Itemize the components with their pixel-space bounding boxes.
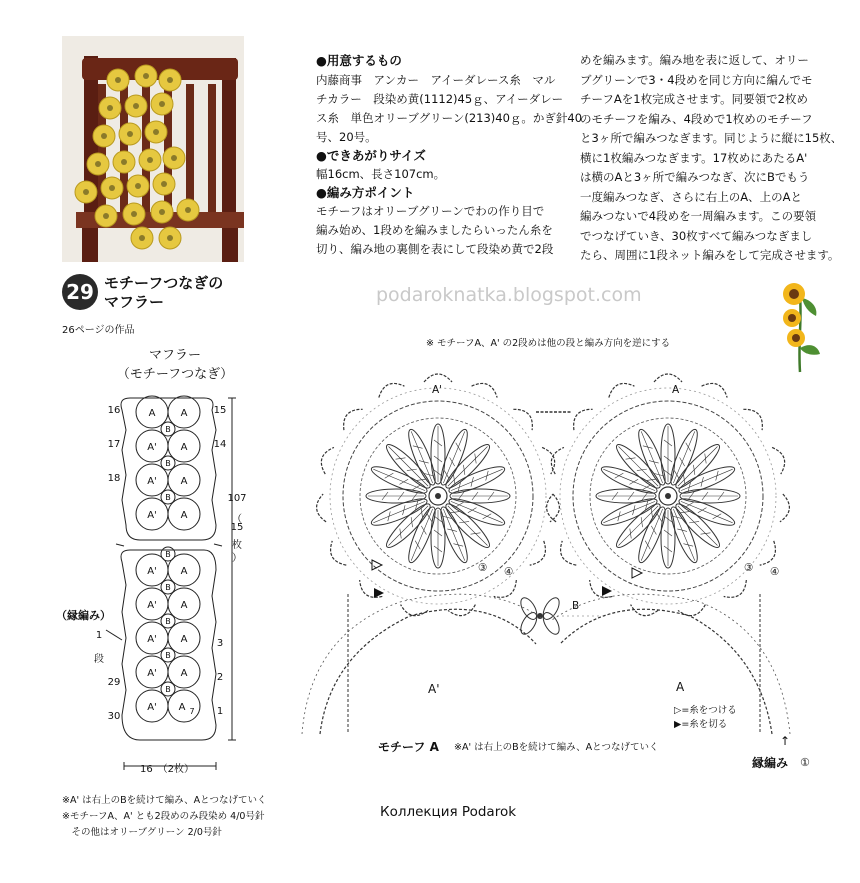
materials-line-2: チカラー 段染め黄(1112)45ｇ、アイーダレー xyxy=(316,92,564,106)
motif-label: B xyxy=(165,685,171,694)
points-col2-line: でつなげていき、30枚すべて編みつなぎまし xyxy=(580,228,813,243)
motif-label: B xyxy=(165,493,171,502)
points-heading: ●編み方ポイント xyxy=(316,185,415,200)
points-col2-line: は横のAと3ヶ所で編みつなぎ、次にBでもう xyxy=(580,170,810,184)
motif-label: A xyxy=(180,510,188,521)
chair-scarf-illustration xyxy=(62,36,244,262)
motif-label: 7 xyxy=(189,707,195,716)
length-count-unit: 枚 xyxy=(232,540,242,551)
width-dimension: 16 （2枚） xyxy=(139,764,195,775)
motif-label: B xyxy=(165,550,171,559)
motif-label: A' xyxy=(147,442,157,453)
points-col2-line: チーフAを1枚完成させます。同要領で2枚め xyxy=(580,92,809,106)
motif-label: A' xyxy=(147,702,157,713)
points-col2-line: めを編みます。編み地を表に返して、オリー xyxy=(580,53,809,67)
motif-number: 14 xyxy=(213,439,227,450)
edging-round: ① xyxy=(800,756,810,769)
motif-label: A xyxy=(180,566,188,577)
points-line-1: モチーフはオリーブグリーンでわの作り目で xyxy=(316,204,545,218)
collection-caption: Коллекция Podarok xyxy=(380,804,517,820)
points-column-2 xyxy=(580,51,842,266)
length-count-value: 15 xyxy=(230,522,244,533)
attach-yarn-icon: ▷ xyxy=(674,705,682,716)
length-count-close: ） xyxy=(232,553,242,564)
points-col2-line: 横に1枚編みつなぎます。17枚めにあたるA' xyxy=(580,150,808,165)
motif-label: A' xyxy=(147,634,157,645)
scarf-photo xyxy=(62,36,244,262)
materials-line-4: 号、20号。 xyxy=(316,130,377,144)
size-heading: ●できあがりサイズ xyxy=(316,148,426,163)
points-col2-line: と3ヶ所で編みつなぎます。同じように縦に15枚、 xyxy=(580,131,843,145)
chart-label-a-prime: A' xyxy=(432,384,443,396)
pattern-title-line-2: マフラー xyxy=(104,293,165,311)
motif-label: A' xyxy=(147,668,157,679)
motif-number: 17 xyxy=(107,439,121,450)
pattern-title-line-1: モチーフつなぎの xyxy=(104,274,224,292)
motif-label: B xyxy=(165,583,171,592)
layout-title-line-1: マフラー xyxy=(148,348,201,363)
motif-label: A' xyxy=(147,600,157,611)
motif-label: A xyxy=(180,634,188,645)
round-4-marker: ④ xyxy=(504,566,514,578)
points-col2-line: 編みつないで4段めを一周編みます。この要領 xyxy=(580,209,817,223)
points-col2-line: 一度編みつなぎ、さらに右上のA、上のAと xyxy=(580,189,803,204)
points-line-2: 編み始め、1段めを編みましたらいったん糸を xyxy=(316,223,553,237)
motif-number: 18 xyxy=(107,473,121,484)
motif-a-prime-chart xyxy=(315,374,561,618)
round-3-marker: ③ xyxy=(478,562,488,574)
edging-label: （縁編み） xyxy=(56,609,111,622)
motif-label: A xyxy=(178,702,186,713)
length-dimension: 107 xyxy=(227,493,247,504)
materials-heading: ●用意するもの xyxy=(316,53,402,68)
footnote-3: その他はオリーブグリーン 2/0号針 xyxy=(62,827,222,838)
motif-label: B xyxy=(165,617,171,626)
motif-number: 29 xyxy=(107,677,121,688)
layout-title-line-2: （モチーフつなぎ） xyxy=(116,367,234,382)
length-count-open: （ xyxy=(232,514,242,525)
points-line-3: 切り、編み地の裏側を表にして段染め黄で2段 xyxy=(316,242,554,256)
motif-label: B xyxy=(165,425,171,434)
round-3-marker: ③ xyxy=(744,562,754,574)
motif-number: 16 xyxy=(107,405,121,416)
round-4-marker: ④ xyxy=(770,566,780,578)
motif-number: 1 xyxy=(216,706,224,717)
lower-label-a-prime: A' xyxy=(428,682,440,696)
page-reference: 26ページの作品 xyxy=(62,325,135,336)
materials-line-1: 内藤商事 アンカー アイーダレース糸 マル xyxy=(316,73,556,87)
scarf-layout-diagram xyxy=(56,380,276,790)
chart-label-a: A xyxy=(672,384,680,396)
edging-title: 縁編み xyxy=(752,756,789,770)
legend-cut: ▶=糸を切る xyxy=(674,719,728,730)
motif-label: B xyxy=(165,459,171,468)
motif-label: A xyxy=(180,600,188,611)
motif-label: A xyxy=(180,668,188,679)
motif-b-chart xyxy=(518,595,600,637)
motif-label: モチーフ A xyxy=(378,740,439,754)
legend-attach: ▷=糸をつける xyxy=(674,705,737,716)
motif-label: B xyxy=(165,651,171,660)
motif-label: A' xyxy=(147,476,157,487)
footnote-2: ※モチーフA、A' とも2段めのみ段染め 4/0号針 xyxy=(62,811,265,822)
motif-note: ※A' は右上のBを続けて編み、Aとつなげていく xyxy=(454,742,659,753)
edging-arrow-icon: ↑ xyxy=(780,734,791,748)
motif-number: 3 xyxy=(216,638,224,649)
watermark: podaroknatka.blogspot.com xyxy=(376,284,642,306)
motif-label: A xyxy=(180,476,188,487)
points-col2-line: のモチーフを編み、4段めで1枚めのモチーフ xyxy=(580,111,813,126)
materials-line-3: ス糸 単色オリーブグリーン(213)40ｇ。かぎ針40 xyxy=(316,111,583,125)
chart-top-note: ※ モチーフA、A' の2段めは他の段と編み方向を逆にする xyxy=(426,338,671,349)
motif-label: A' xyxy=(147,566,157,577)
footnote-1: ※A' は右上のBを続けて編み、Aとつなげていく xyxy=(62,795,267,806)
pattern-number-badge: 29 xyxy=(62,274,98,310)
crochet-chart xyxy=(290,354,830,754)
motif-label: A xyxy=(148,408,156,419)
motif-label: A' xyxy=(147,510,157,521)
motif-number: 30 xyxy=(107,711,121,722)
chart-label-b: B xyxy=(572,600,580,612)
motif-label: A xyxy=(180,408,188,419)
motif-number: 15 xyxy=(213,405,227,416)
motif-a-chart xyxy=(545,374,791,618)
edging-rows-unit: 段 xyxy=(94,654,104,665)
motif-number: 2 xyxy=(216,672,224,683)
edging-rows-number: 1 xyxy=(95,630,103,641)
lower-label-a: A xyxy=(676,680,685,694)
motif-label: A xyxy=(180,442,188,453)
cut-yarn-icon: ▶ xyxy=(674,719,682,730)
points-col2-line: ブグリーンで3・4段めを同じ方向に編んでモ xyxy=(580,72,813,87)
size-line: 幅16cm、長さ107cm。 xyxy=(316,167,446,181)
points-col2-line: たら、周囲に1段ネット編みをして完成させます。 xyxy=(580,248,840,262)
